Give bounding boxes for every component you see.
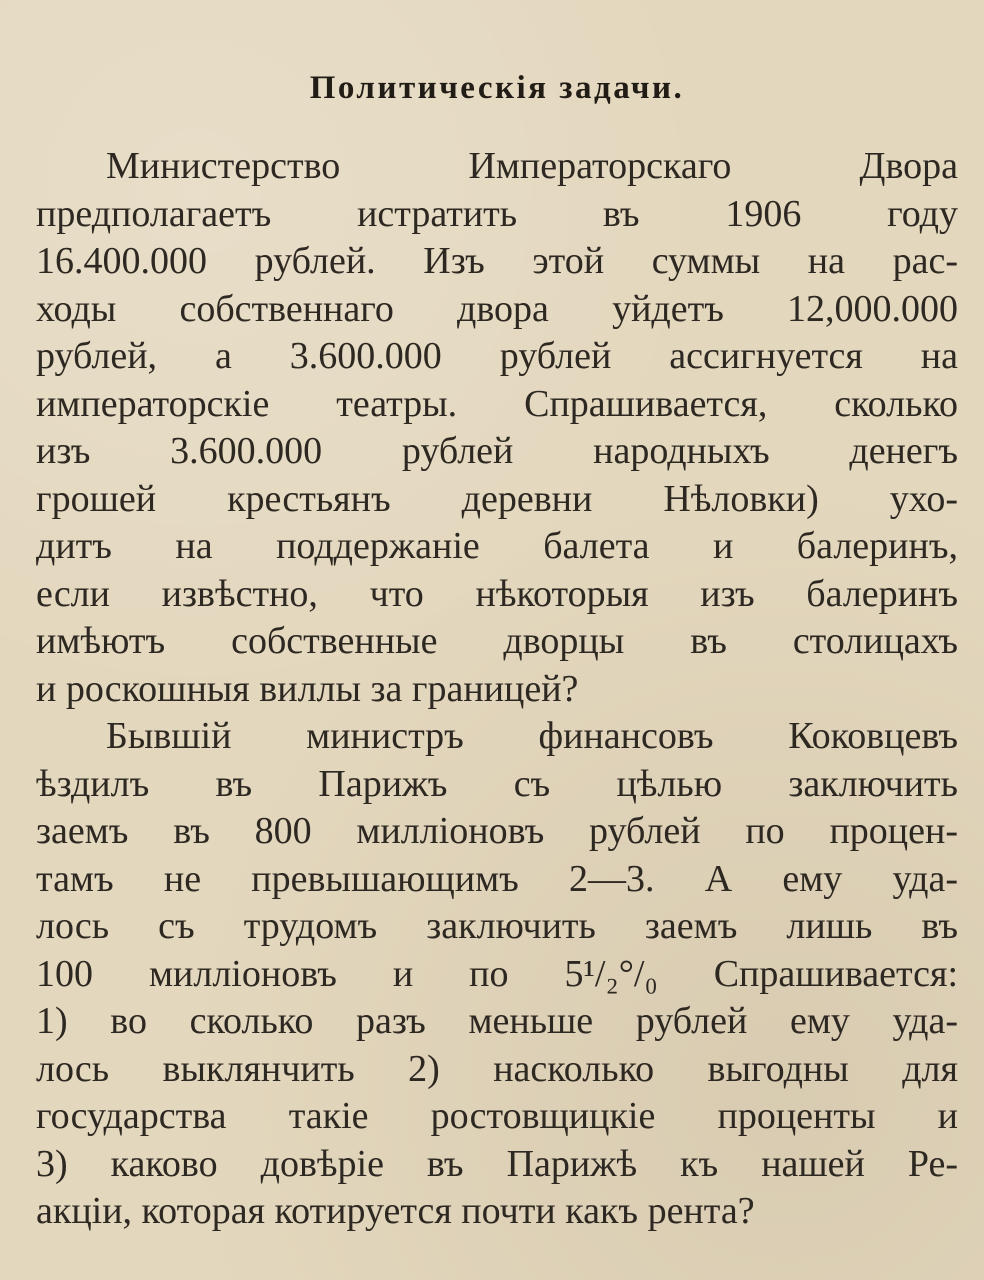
paragraph-2: [36, 713, 958, 1236]
text-line: грошей крестьянъ деревни Нѣловки) ухо-: [36, 477, 958, 520]
text-line: лось выклянчить 2) насколько выгодны для: [36, 1047, 958, 1090]
text-line: 16.400.000 рублей. Изъ этой суммы на рас-: [36, 240, 958, 282]
text-line: предполагаетъ истратить въ 1906 году: [36, 192, 958, 235]
text-line: Министерство Императорскаго Двора: [106, 145, 958, 187]
text-line: лось съ трудомъ заключить заемъ лишь въ: [36, 905, 958, 947]
article-title: Политическія задачи.: [309, 70, 685, 106]
text-line: имѣютъ собственные дворцы въ столицахъ: [36, 620, 958, 662]
text-line: 3) каково довѣріе въ Парижѣ къ нашей Ре-: [36, 1142, 958, 1185]
text-line: и роскошныя виллы за границей?: [36, 667, 579, 710]
text-line: 1) во сколько разъ меньше рублей ему уда-: [36, 1000, 958, 1042]
text-line: 100 милліоновъ и по 5¹/₂°/₀ Спрашивается:: [36, 952, 958, 995]
text-line: ѣздилъ въ Парижъ съ цѣлью заключить: [36, 762, 958, 805]
text-line: акціи, которая котируется почти какъ рента?: [36, 1190, 755, 1232]
text-line: заемъ въ 800 милліоновъ рублей по процен-: [36, 810, 958, 852]
text-line: дитъ на поддержаніе балета и балеринъ,: [36, 525, 958, 567]
text-line: ходы собственнаго двора уйдетъ 12,000.000: [36, 287, 958, 330]
text-line: государства такіе ростовщицкіе проценты и: [36, 1095, 958, 1137]
text-line: рублей, а 3.600.000 рублей ассигнуется на: [36, 335, 958, 377]
text-line: Бывшій министръ финансовъ Коковцевъ: [106, 715, 958, 757]
paragraph-1: [36, 143, 958, 713]
text-line: если извѣстно, что нѣкоторыя изъ балеринъ: [36, 572, 958, 615]
text-line: императорскіе театры. Спрашивается, сколько: [36, 382, 958, 425]
text-line: изъ 3.600.000 рублей народныхъ денегъ: [36, 430, 958, 472]
text-line: тамъ не превышающимъ 2—3. А ему уда-: [36, 857, 958, 900]
